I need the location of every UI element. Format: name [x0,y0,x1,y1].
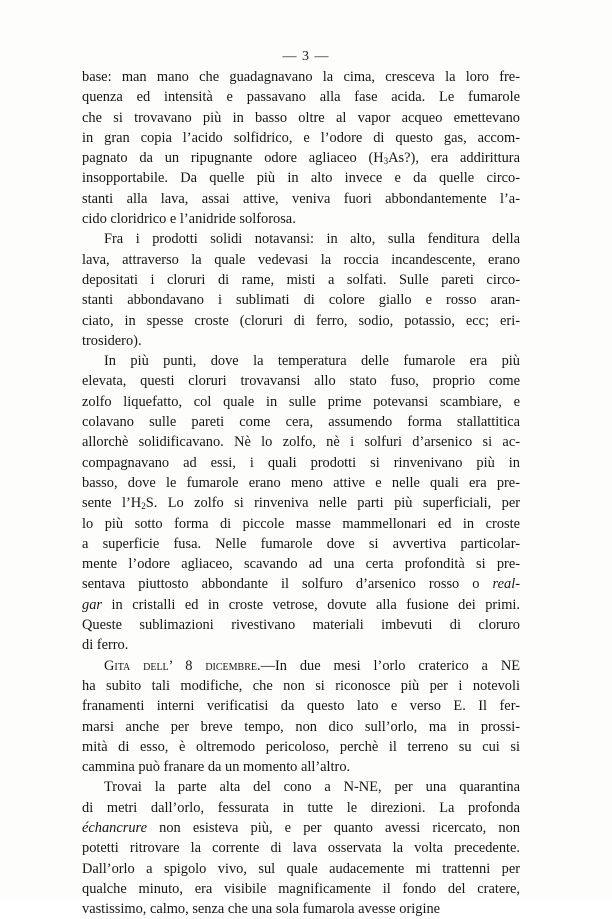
text-line: marsi anche per breve tempo, non dico sull’orlo, ma in prossi- [82,718,520,735]
text-line: In più punti, dove la temperatura delle fumarole era più [104,353,520,370]
section-heading: Gita dell’ 8 dicembre. [104,657,261,674]
text-line: stanti alla lava, assai attive, veniva fuori abbondantemente l’a- [82,190,520,207]
italic-term: real- [492,576,520,593]
text-line: stanti abbondavano i sublimati di colore giallo e rosso aran- [82,292,520,309]
subscript: 3 [383,156,389,167]
text-line: colavano sulle pareti come cera, assumendo forma stallattitica [82,414,520,431]
text-line: elevata, questi cloruri trovavansi allo stato fuso, proprio come [82,373,520,390]
text-line: mente l’odore agliaceo, scavando ad una certa profondità si pre- [82,556,520,573]
text-line: potetti ritrovare la corrente di lava osservata la volta precedente. [82,840,520,857]
text-line: Queste sublimazioni rivestivano materiali imbevuti di cloruro [82,617,520,634]
text-line: a superficie fusa. Nelle fumarole dove si avvertiva particolar- [82,535,520,552]
paragraph [82,67,520,229]
text-line: sente $l’H_2S$. Lo zolfo si rinveniva nelle parti più superficiali, per [82,495,520,512]
text-line: qualche minuto, era visibile magnificamente il fondo del cratere, [82,880,520,897]
text-line: zolfo liquefatto, col quale in sulle prime potevansi scambiare, e [82,393,520,410]
paragraph [82,229,520,351]
body-text [82,67,520,919]
text-line: basso, dove le fumarole erano meno attive e nelle quali era pre- [82,474,520,491]
text-line: vastissimo, calmo, senza che una sola fumarola avesse origine [82,901,441,918]
text-line: di metri dall’orlo, fessurata in tutte le direzioni. La profonda [82,799,520,816]
text-line: quenza ed intensità e passavano alla fase acida. Le fumarole [82,89,520,106]
subscript: 2 [141,501,146,512]
italic-term: échancrure [82,819,147,836]
text-line: di ferro. [82,637,129,654]
text-line: lava, attraverso la quale vedevasi la roccia incandescente, erano [82,251,520,268]
paragraph [82,777,520,919]
text-line: depositati i cloruri di rame, misti a solfati. Sulle pareti circo- [82,271,520,288]
text-line: compagnavano ad essi, i quali prodotti si rinvenivano più in [82,454,520,471]
text-line: lo più sotto forma di piccole masse mammellonari ed in croste [82,515,520,532]
text-line: base: man mano che guadagnavano la cima, cresceva la loro fre- [82,69,520,85]
text-line: insopportabile. Da quelle più in alto invece e da quelle circo- [82,170,520,187]
text-line: mità di esso, è oltremodo pericoloso, perchè il terreno su cui si [82,738,520,755]
paragraph [82,656,520,778]
page-number: — 3 — [282,49,330,64]
text-line: cido cloridrico e l’anidride solforosa. [82,211,296,228]
text-line: cammina può franare da un momento all’altro. [82,759,351,776]
text-line: che si trovavano più in basso oltre al vapor acqueo emettevano [82,109,520,126]
text-line: trosidero). [82,332,142,349]
paragraph [82,351,520,655]
text-line: Fra i prodotti solidi notavansi: in alto, sulla fenditura della [104,231,520,248]
text-line: Dall’orlo a spigolo vivo, sul quale audacemente mi trattenni per [82,860,520,877]
text-line: in gran copia l’acido solfidrico, e l’odore di questo gas, accom- [82,129,520,146]
text-line: pagnato da un ripugnante odore agliaceo $(H_3As?)$, era addirittura [82,150,520,167]
text-line: échancrure non esisteva più, e per quanto avessi ricercato, non [82,819,520,836]
text-line: Trovai la parte alta del cono a N-NE, per una quarantina [104,779,520,796]
text-line: ha subito tali modifiche, che non si riconosce più per i notevoli [82,677,520,694]
text-line: ciato, in spesse croste (cloruri di ferro, sodio, potassio, ecc; eri- [82,312,520,329]
italic-term: gar [82,596,102,613]
text-line: franamenti interni verificatisi da questo lato e verso E. Il fer- [82,698,520,715]
text-line: allorchè solidificavano. Nè lo zolfo, nè i solfuri d’arsenico si ac- [82,434,520,451]
text-line: gar in cristalli ed in croste vetrose, dovute alla fusione dei primi. [82,596,520,613]
text-line: sentava piuttosto abbondante il solfuro d’arsenico rosso o real- [82,576,520,593]
text-line: Gita dell’ 8 dicembre.—In due mesi l’orlo craterico a NE [104,657,520,674]
